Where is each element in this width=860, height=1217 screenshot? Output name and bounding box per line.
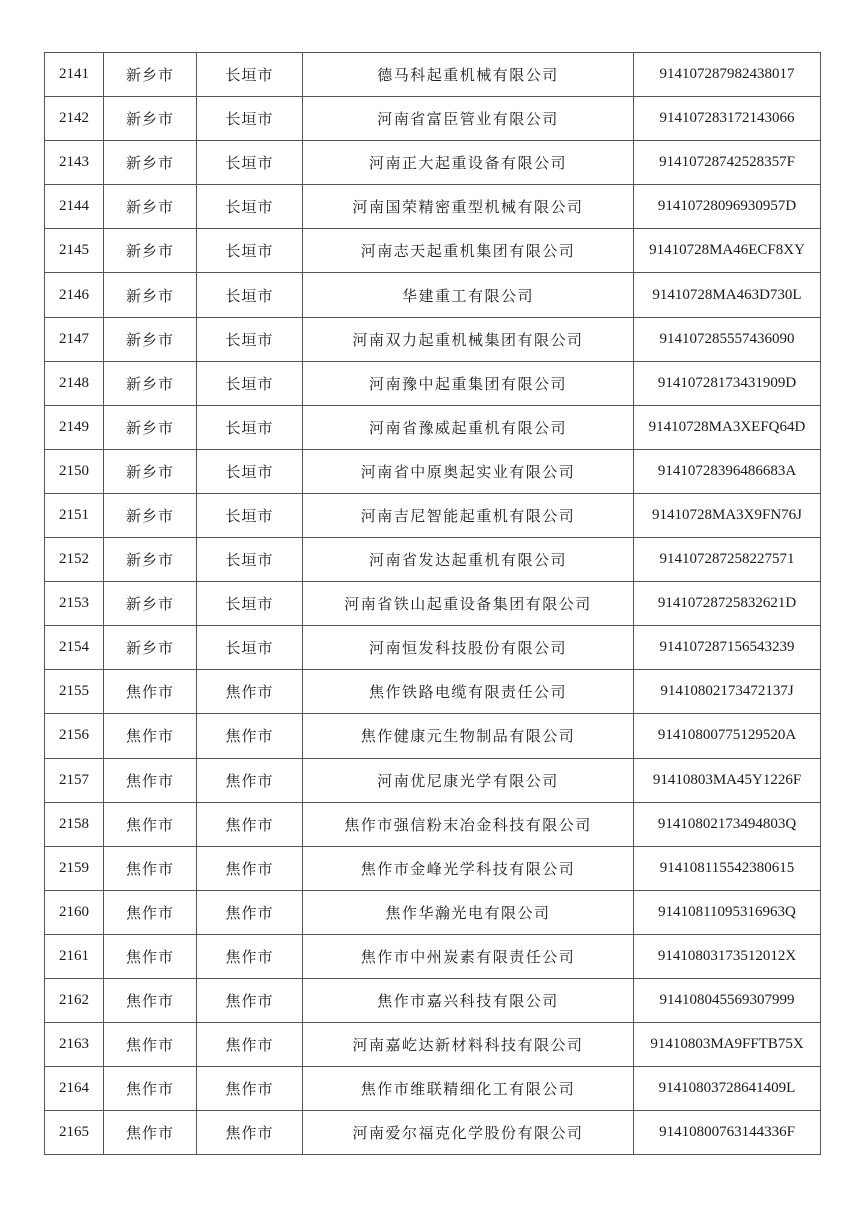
table-row: [45, 1023, 821, 1067]
row-number-cell: 2156: [45, 714, 104, 758]
table-row: [45, 185, 821, 229]
table-row: [45, 538, 821, 582]
company-name-cell: 焦作市维联精细化工有限公司: [303, 1067, 634, 1111]
county-cell: 焦作市: [197, 1023, 303, 1067]
credit-code-cell: 91410728MA3XEFQ64D: [634, 405, 821, 449]
credit-code-cell: 91410811095316963Q: [634, 890, 821, 934]
row-number-cell: 2151: [45, 493, 104, 537]
county-cell: 焦作市: [197, 802, 303, 846]
county-cell: 长垣市: [197, 538, 303, 582]
county-cell: 焦作市: [197, 714, 303, 758]
city-cell: 焦作市: [104, 670, 197, 714]
company-name-cell: 焦作华瀚光电有限公司: [303, 890, 634, 934]
row-number-cell: 2161: [45, 934, 104, 978]
city-cell: 新乡市: [104, 449, 197, 493]
company-name-cell: 河南省豫威起重机有限公司: [303, 405, 634, 449]
table-row: [45, 670, 821, 714]
credit-code-cell: 91410802173494803Q: [634, 802, 821, 846]
city-cell: 焦作市: [104, 978, 197, 1022]
county-cell: 长垣市: [197, 273, 303, 317]
county-cell: 焦作市: [197, 670, 303, 714]
credit-code-cell: 91410728173431909D: [634, 361, 821, 405]
row-number-cell: 2160: [45, 890, 104, 934]
table-row: [45, 802, 821, 846]
table-row: [45, 97, 821, 141]
county-cell: 长垣市: [197, 405, 303, 449]
table-row: [45, 405, 821, 449]
city-cell: 新乡市: [104, 229, 197, 273]
county-cell: 长垣市: [197, 626, 303, 670]
county-cell: 焦作市: [197, 758, 303, 802]
city-cell: 新乡市: [104, 185, 197, 229]
county-cell: 长垣市: [197, 317, 303, 361]
row-number-cell: 2150: [45, 449, 104, 493]
row-number-cell: 2147: [45, 317, 104, 361]
company-name-cell: 河南省发达起重机有限公司: [303, 538, 634, 582]
city-cell: 焦作市: [104, 1023, 197, 1067]
row-number-cell: 2155: [45, 670, 104, 714]
table-row: [45, 273, 821, 317]
credit-code-cell: 91410800775129520A: [634, 714, 821, 758]
city-cell: 新乡市: [104, 582, 197, 626]
county-cell: 长垣市: [197, 582, 303, 626]
table-row: [45, 758, 821, 802]
company-name-cell: 河南国荣精密重型机械有限公司: [303, 185, 634, 229]
company-name-cell: 德马科起重机械有限公司: [303, 53, 634, 97]
company-name-cell: 焦作市嘉兴科技有限公司: [303, 978, 634, 1022]
county-cell: 焦作市: [197, 1111, 303, 1155]
row-number-cell: 2149: [45, 405, 104, 449]
city-cell: 新乡市: [104, 405, 197, 449]
table-row: [45, 714, 821, 758]
county-cell: 长垣市: [197, 449, 303, 493]
row-number-cell: 2165: [45, 1111, 104, 1155]
row-number-cell: 2158: [45, 802, 104, 846]
table-row: [45, 1067, 821, 1111]
company-name-cell: 焦作市强信粉末冶金科技有限公司: [303, 802, 634, 846]
company-name-cell: 河南爱尔福克化学股份有限公司: [303, 1111, 634, 1155]
table-row: [45, 53, 821, 97]
city-cell: 焦作市: [104, 890, 197, 934]
credit-code-cell: 91410803728641409L: [634, 1067, 821, 1111]
credit-code-cell: 91410728096930957D: [634, 185, 821, 229]
company-name-cell: 河南优尼康光学有限公司: [303, 758, 634, 802]
county-cell: 长垣市: [197, 53, 303, 97]
table-row: [45, 1111, 821, 1155]
credit-code-cell: 91410728MA46ECF8XY: [634, 229, 821, 273]
credit-code-cell: 91410802173472137J: [634, 670, 821, 714]
company-name-cell: 河南正大起重设备有限公司: [303, 141, 634, 185]
company-name-cell: 焦作健康元生物制品有限公司: [303, 714, 634, 758]
credit-code-cell: 91410728396486683A: [634, 449, 821, 493]
row-number-cell: 2159: [45, 846, 104, 890]
table-row: [45, 846, 821, 890]
city-cell: 新乡市: [104, 97, 197, 141]
table-row: [45, 626, 821, 670]
city-cell: 焦作市: [104, 934, 197, 978]
credit-code-cell: 914107287258227571: [634, 538, 821, 582]
city-cell: 新乡市: [104, 317, 197, 361]
row-number-cell: 2143: [45, 141, 104, 185]
county-cell: 长垣市: [197, 229, 303, 273]
county-cell: 长垣市: [197, 97, 303, 141]
table-row: [45, 141, 821, 185]
credit-code-cell: 91410728MA3X9FN76J: [634, 493, 821, 537]
city-cell: 焦作市: [104, 714, 197, 758]
row-number-cell: 2148: [45, 361, 104, 405]
row-number-cell: 2146: [45, 273, 104, 317]
city-cell: 焦作市: [104, 1067, 197, 1111]
credit-code-cell: 914108115542380615: [634, 846, 821, 890]
company-name-cell: 河南志天起重机集团有限公司: [303, 229, 634, 273]
county-cell: 焦作市: [197, 1067, 303, 1111]
credit-code-cell: 914107287156543239: [634, 626, 821, 670]
city-cell: 新乡市: [104, 626, 197, 670]
city-cell: 焦作市: [104, 758, 197, 802]
credit-code-cell: 91410803MA9FFTB75X: [634, 1023, 821, 1067]
credit-code-cell: 91410803MA45Y1226F: [634, 758, 821, 802]
county-cell: 长垣市: [197, 141, 303, 185]
city-cell: 焦作市: [104, 846, 197, 890]
company-name-cell: 河南省富臣管业有限公司: [303, 97, 634, 141]
row-number-cell: 2154: [45, 626, 104, 670]
credit-code-cell: 91410728MA463D730L: [634, 273, 821, 317]
credit-code-cell: 91410800763144336F: [634, 1111, 821, 1155]
county-cell: 长垣市: [197, 493, 303, 537]
row-number-cell: 2144: [45, 185, 104, 229]
table-row: [45, 493, 821, 537]
city-cell: 新乡市: [104, 141, 197, 185]
city-cell: 新乡市: [104, 273, 197, 317]
county-cell: 焦作市: [197, 934, 303, 978]
company-name-cell: 河南双力起重机械集团有限公司: [303, 317, 634, 361]
row-number-cell: 2145: [45, 229, 104, 273]
county-cell: 焦作市: [197, 978, 303, 1022]
row-number-cell: 2157: [45, 758, 104, 802]
county-cell: 焦作市: [197, 846, 303, 890]
county-cell: 长垣市: [197, 185, 303, 229]
city-cell: 新乡市: [104, 538, 197, 582]
company-name-cell: 河南恒发科技股份有限公司: [303, 626, 634, 670]
table-row: [45, 934, 821, 978]
company-name-cell: 焦作市中州炭素有限责任公司: [303, 934, 634, 978]
company-name-cell: 河南嘉屹达新材料科技有限公司: [303, 1023, 634, 1067]
city-cell: 新乡市: [104, 53, 197, 97]
company-name-cell: 河南豫中起重集团有限公司: [303, 361, 634, 405]
table-row: [45, 361, 821, 405]
table-row: [45, 582, 821, 626]
company-name-cell: 焦作市金峰光学科技有限公司: [303, 846, 634, 890]
city-cell: 焦作市: [104, 802, 197, 846]
table-body: [45, 53, 821, 1155]
table-row: [45, 229, 821, 273]
city-cell: 新乡市: [104, 361, 197, 405]
row-number-cell: 2163: [45, 1023, 104, 1067]
city-cell: 新乡市: [104, 493, 197, 537]
row-number-cell: 2162: [45, 978, 104, 1022]
enterprise-registry-table: [44, 52, 821, 1155]
row-number-cell: 2152: [45, 538, 104, 582]
credit-code-cell: 91410728725832621D: [634, 582, 821, 626]
row-number-cell: 2142: [45, 97, 104, 141]
credit-code-cell: 914107285557436090: [634, 317, 821, 361]
company-name-cell: 河南省中原奥起实业有限公司: [303, 449, 634, 493]
row-number-cell: 2164: [45, 1067, 104, 1111]
company-name-cell: 河南省铁山起重设备集团有限公司: [303, 582, 634, 626]
row-number-cell: 2141: [45, 53, 104, 97]
company-name-cell: 华建重工有限公司: [303, 273, 634, 317]
credit-code-cell: 914108045569307999: [634, 978, 821, 1022]
table-row: [45, 317, 821, 361]
county-cell: 焦作市: [197, 890, 303, 934]
credit-code-cell: 914107283172143066: [634, 97, 821, 141]
credit-code-cell: 914107287982438017: [634, 53, 821, 97]
table-row: [45, 978, 821, 1022]
row-number-cell: 2153: [45, 582, 104, 626]
city-cell: 焦作市: [104, 1111, 197, 1155]
table-row: [45, 890, 821, 934]
county-cell: 长垣市: [197, 361, 303, 405]
company-name-cell: 焦作铁路电缆有限责任公司: [303, 670, 634, 714]
credit-code-cell: 91410728742528357F: [634, 141, 821, 185]
table-row: [45, 449, 821, 493]
company-name-cell: 河南吉尼智能起重机有限公司: [303, 493, 634, 537]
credit-code-cell: 91410803173512012X: [634, 934, 821, 978]
